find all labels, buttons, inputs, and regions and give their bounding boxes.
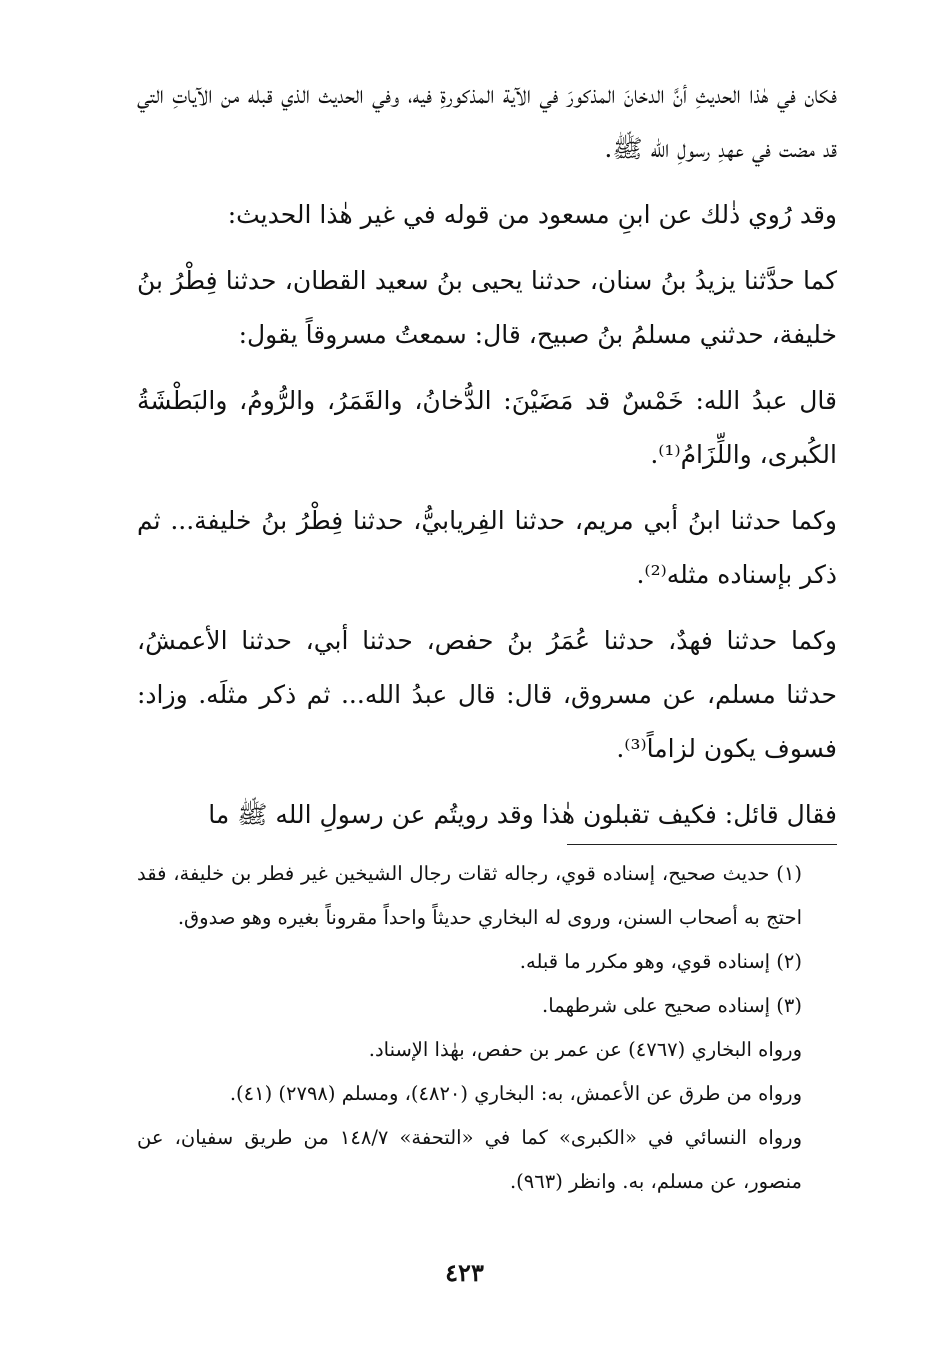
main-text — [137, 68, 837, 852]
footnote-3-bukhari: ورواه البخاري (٤٧٦٧) عن عمر بن حفص، بهٰذا الإسناد. — [368, 1038, 802, 1061]
footnote-2: (٢) إسناده قوي، وهو مكرر ما قبله. — [519, 950, 802, 973]
footnotes — [137, 852, 837, 1204]
paragraph-4: قال عبدُ الله: خَمْسٌ قد مَضَيْنَ: الدُّخانُ، والقَمَرُ، والرُّومُ، والبَطْشَةُ الكُبرى، واللِّزَامُ⁽¹⁾. — [137, 386, 837, 469]
paragraph-3: كما حدَّثنا يزيدُ بنُ سنان، حدثنا يحيى بنُ سعيد القطان، حدثنا فِطْرُ بنُ خليفة، حدثني مسلمُ بنُ صبيح، قال: سمعتُ مسروقاً يقول: — [137, 266, 837, 349]
page-number: ٤٢٣ — [445, 1258, 484, 1287]
paragraph-1: فكان في هٰذا الحديثِ أنَّ الدخانَ المذكورَ في الآية المذكورةِ فيه، وفي الحديث الذي قبله من الآياتِ التي قد مضت في عهدِ رسولِ الله ﷺ. — [137, 80, 837, 163]
footnote-3-other-chains: ورواه من طرق عن الأعمش، به: البخاري (٤٨٢٠)، ومسلم (٢٧٩٨) (٤١). — [229, 1082, 802, 1105]
footnote-1: (١) حديث صحيح، إسناده قوي، رجاله ثقات رجال الشيخين غير فطر بن خليفة، فقد احتج به أصحاب السنن، وروى له البخاري حديثاً واحداً مقروناً بغيره وهو صدوق. — [137, 862, 802, 929]
paragraph-7: فقال قائل: فكيف تقبلون هٰذا وقد رويتُم عن رسولِ الله ﷺ ما — [208, 800, 837, 829]
footnote-3-nasai: ورواه النسائي في «الكبرى» كما في «التحفة» ١٤٨/٧ من طريق سفيان، عن منصور، عن مسلم، به. وانظر (٩٦٣). — [137, 1126, 802, 1193]
footnote-divider — [567, 844, 837, 845]
paragraph-2: وقد رُوي ذٰلك عن ابنِ مسعود من قوله في غير هٰذا الحديث: — [227, 200, 837, 229]
paragraph-5: وكما حدثنا ابنُ أبي مريم، حدثنا الفِريابيُّ، حدثنا فِطْرُ بنُ خليفة... ثم ذكر بإسناده مثله⁽²⁾. — [137, 506, 837, 589]
paragraph-6: وكما حدثنا فهدٌ، حدثنا عُمَرُ بنُ حفص، حدثنا أبي، حدثنا الأعمشُ، حدثنا مسلم، عن مسروق، قال: قال عبدُ الله... ثم ذكر مثلَه. وزاد: فسوف يكون لزاماً⁽³⁾. — [137, 626, 837, 763]
footnote-3: (٣) إسناده صحيح على شرطهما. — [542, 994, 802, 1017]
